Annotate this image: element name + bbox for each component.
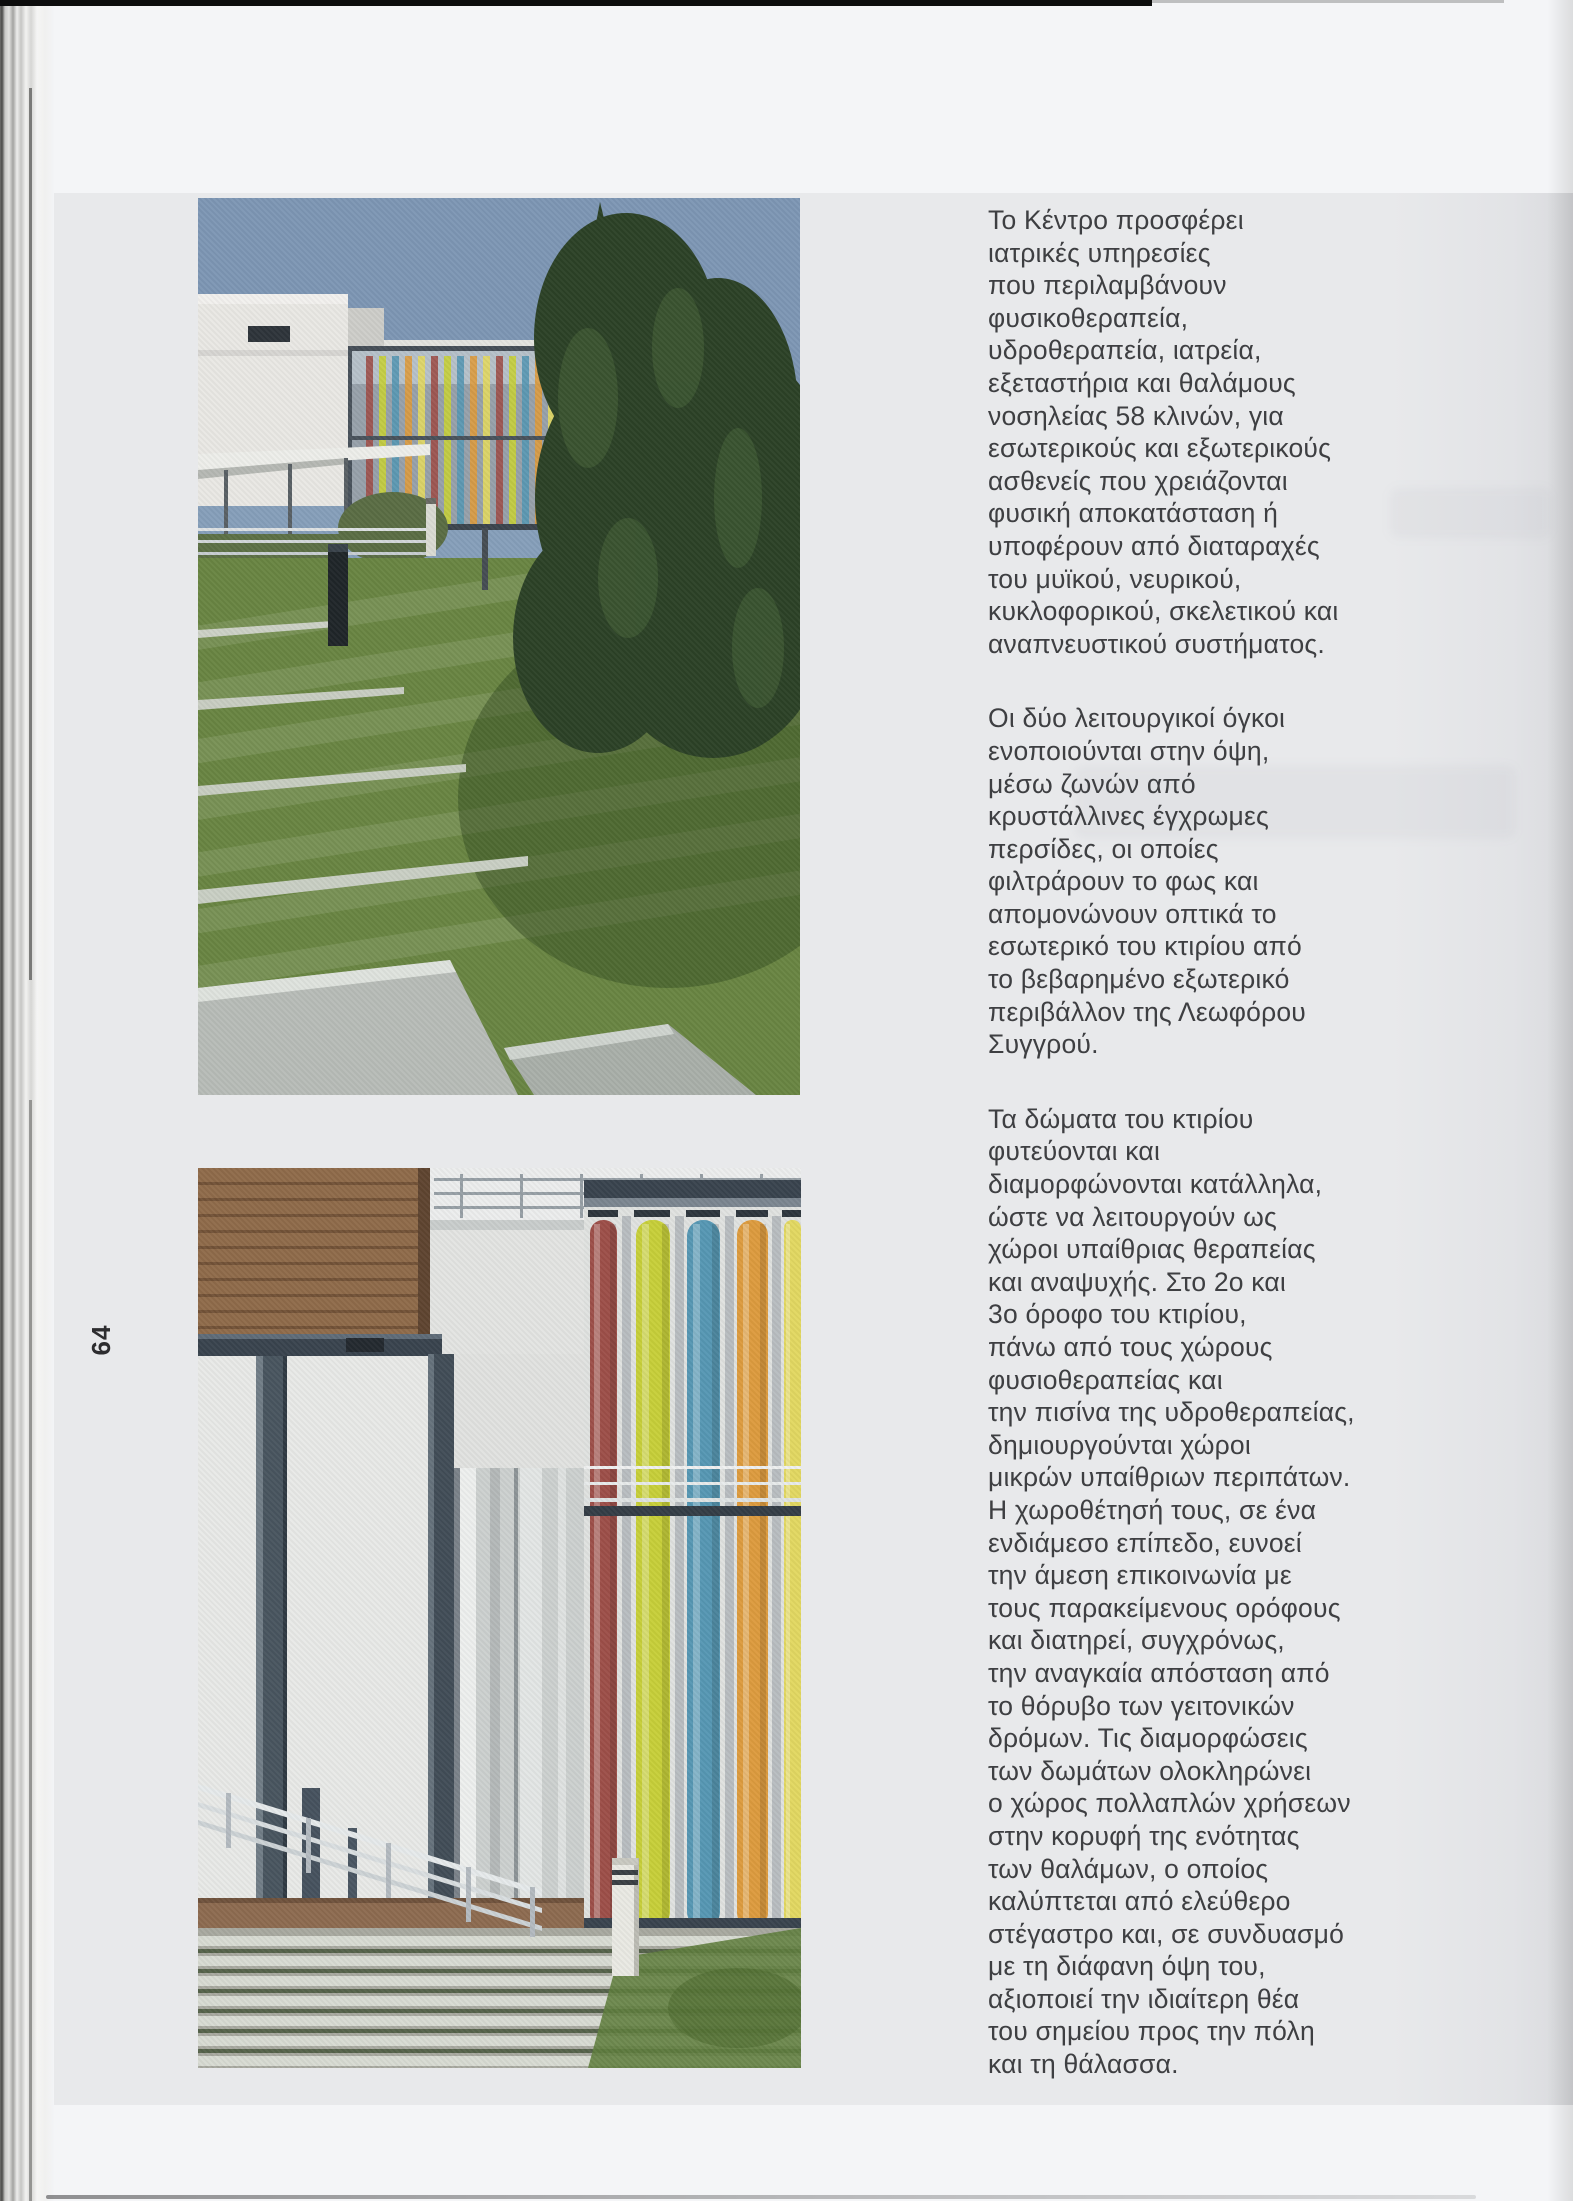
- text-line: και αναψυχής. Στο 2ο και: [988, 1266, 1286, 1297]
- text-line: φυσικοθεραπεία,: [988, 302, 1189, 333]
- text-line: διαμορφώνονται κατάλληλα,: [988, 1169, 1323, 1200]
- text-line: περιβάλλον της Λεωφόρου: [988, 996, 1306, 1027]
- text-line: υποφέρουν από διαταραχές: [988, 530, 1320, 561]
- scan-top-edge: [0, 0, 1152, 6]
- text-line: δημιουργούνται χώροι: [988, 1429, 1251, 1460]
- ink-bleed-through: [1390, 488, 1550, 538]
- page-number: 64: [85, 1324, 116, 1356]
- text-line: ενδιάμεσο επίπεδο, ευνοεί: [988, 1527, 1302, 1558]
- text-line: κυκλοφορικού, σκελετικού και: [988, 596, 1339, 627]
- text-line: τους παρακείμενους ορόφους: [988, 1592, 1341, 1623]
- text-line: και διατηρεί, συγχρόνως,: [988, 1625, 1285, 1656]
- text-line: την πισίνα της υδροθεραπείας,: [988, 1397, 1355, 1428]
- text-line: Η χωροθέτησή τους, σε ένα: [988, 1494, 1317, 1525]
- text-line: κρυστάλλινες έγχρωμες: [988, 801, 1269, 832]
- text-line: στέγαστρο και, σε συνδυασμό: [988, 1918, 1345, 1949]
- text-line: των δωμάτων ολοκληρώνει: [988, 1755, 1312, 1786]
- text-line: ο χώρος πολλαπλών χρήσεων: [988, 1788, 1351, 1819]
- garden-photo-illustration: [198, 198, 800, 1095]
- text-line: το βεβαρημένο εξωτερικό: [988, 964, 1290, 995]
- text-line: φιλτράρουν το φως και: [988, 866, 1259, 897]
- text-line: περσίδες, οι οποίες: [988, 833, 1219, 864]
- text-line: ιατρικές υπηρεσίες: [988, 237, 1211, 268]
- text-line: 3ο όροφο του κτιρίου,: [988, 1299, 1247, 1330]
- text-line: φυσιοθεραπείας και: [988, 1364, 1223, 1395]
- binding-crease-line: [29, 88, 32, 980]
- text-line: μέσω ζωνών από: [988, 768, 1196, 799]
- text-line: απομονώνουν οπτικά το: [988, 898, 1277, 929]
- text-line: των θαλάμων, ο οποίος: [988, 1853, 1269, 1884]
- photo-facade-louvers: [198, 1168, 801, 2068]
- text-line: την άμεση επικοινωνία με: [988, 1560, 1292, 1591]
- text-line: εσωτερικούς και εξωτερικούς: [988, 433, 1332, 464]
- text-line: ώστε να λειτουργούν ως: [988, 1201, 1277, 1232]
- scan-bottom-edge: [46, 2195, 1476, 2199]
- text-line: Το Κέντρο προσφέρει: [988, 205, 1244, 235]
- text-line: υδροθεραπεία, ιατρεία,: [988, 335, 1262, 366]
- text-line: που περιλαμβάνουν: [988, 270, 1227, 301]
- text-line: φυτεύονται και: [988, 1136, 1161, 1167]
- text-line: εσωτερικό του κτιρίου από: [988, 931, 1302, 962]
- text-line: χώροι υπαίθριας θεραπείας: [988, 1234, 1316, 1265]
- facade-photo-illustration: [198, 1168, 801, 2068]
- text-line: Συγγρού.: [988, 1029, 1099, 1060]
- text-line: φυσική αποκατάσταση ή: [988, 498, 1279, 529]
- text-line: Τα δώματα του κτιρίου: [988, 1103, 1254, 1134]
- paragraph: [988, 204, 1348, 660]
- text-line: στην κορυφή της ενότητας: [988, 1820, 1300, 1851]
- text-line: και τη θάλασσα.: [988, 2049, 1179, 2080]
- text-line: του σημείου προς την πόλη: [988, 2016, 1315, 2047]
- book-binding-edge: [0, 0, 54, 2201]
- text-line: το θόρυβο των γειτονικών: [988, 1690, 1295, 1721]
- text-line: αναπνευστικού συστήματος.: [988, 628, 1325, 659]
- text-line: εξεταστήρια και θαλάμους: [988, 367, 1296, 398]
- text-line: την αναγκαία απόσταση από: [988, 1657, 1330, 1688]
- text-line: ασθενείς που χρειάζονται: [988, 465, 1288, 496]
- text-line: μικρών υπαίθριων περιπάτων.: [988, 1462, 1351, 1493]
- article-text-column: [988, 204, 1355, 2123]
- text-line: πάνω από τους χώρους: [988, 1332, 1273, 1362]
- photo-building-garden: [198, 198, 800, 1095]
- text-line: του μυϊκού, νευρικού,: [988, 563, 1242, 594]
- text-line: αξιοποιεί την ιδιαίτερη θέα: [988, 1983, 1300, 2014]
- text-line: δρόμων. Τις διαμορφώσεις: [988, 1723, 1308, 1754]
- paragraph: [988, 1103, 1355, 2081]
- text-line: καλύπτεται από ελεύθερο: [988, 1886, 1291, 1917]
- paragraph: [988, 702, 1348, 1061]
- text-line: με τη διάφανη όψη του,: [988, 1951, 1266, 1982]
- text-line: νοσηλείας 58 κλινών, για: [988, 400, 1284, 431]
- text-line: ενοποιούνται στην όψη,: [988, 735, 1270, 766]
- scan-top-edge-faint: [1152, 0, 1504, 3]
- page-curl-shadow: [1547, 0, 1573, 2201]
- text-line: Οι δύο λειτουργικοί όγκοι: [988, 703, 1286, 734]
- binding-crease-line: [29, 1100, 32, 2201]
